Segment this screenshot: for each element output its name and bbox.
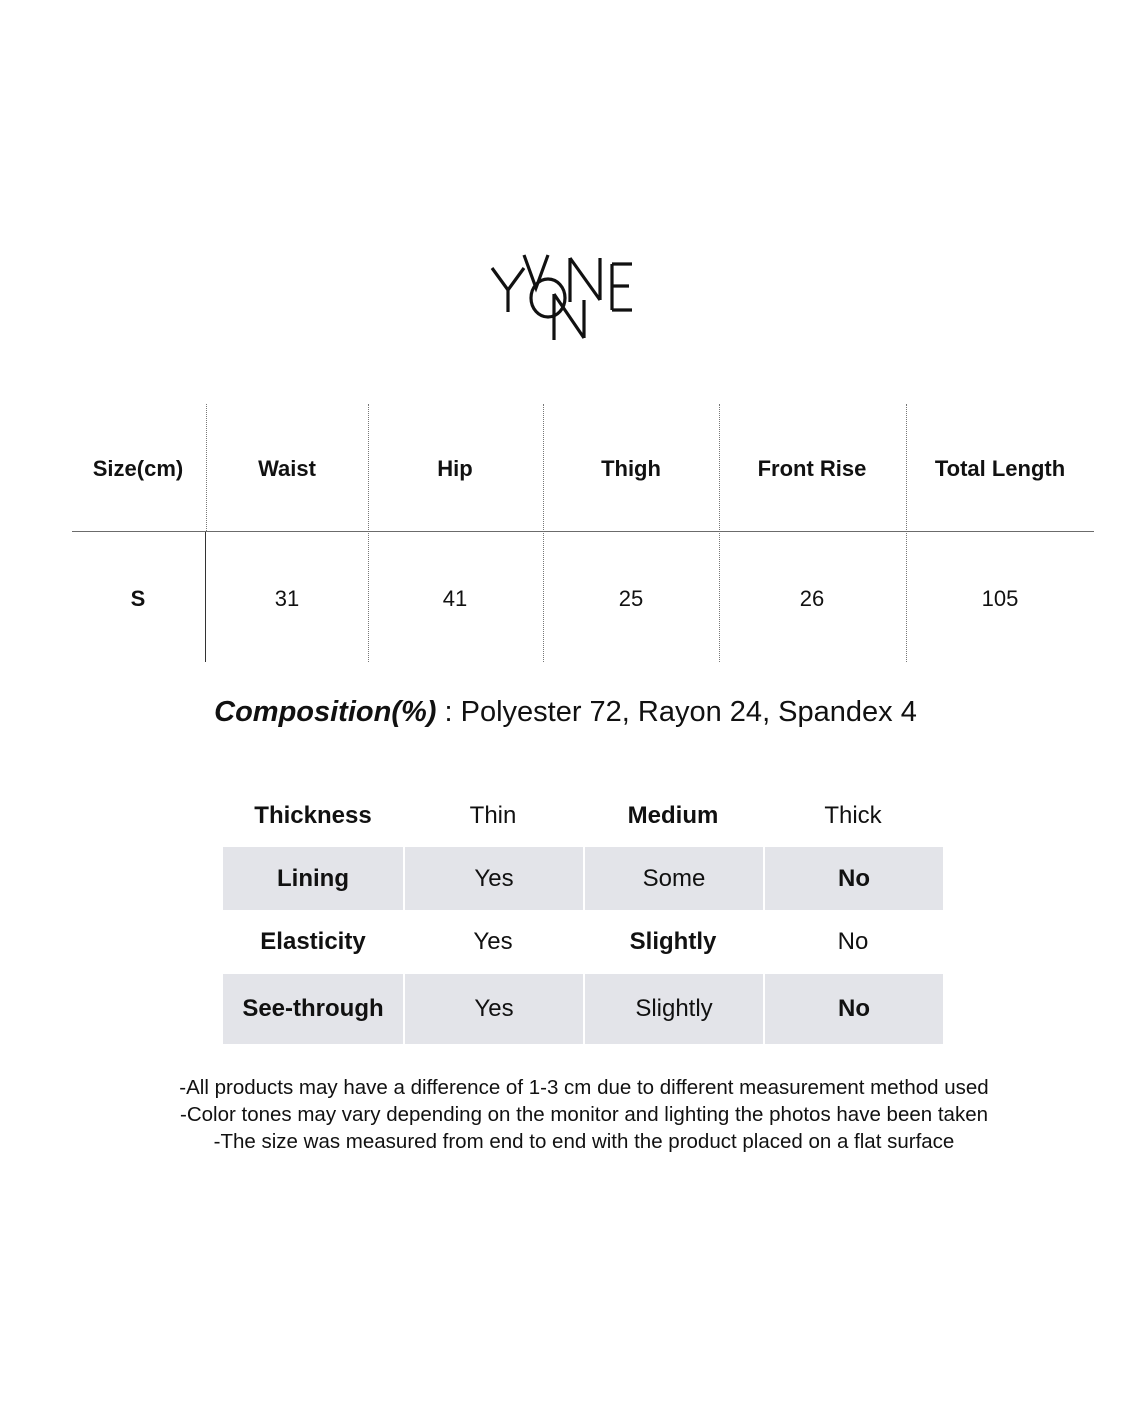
- spec-option: Yes: [473, 928, 513, 955]
- column-divider: [368, 404, 369, 662]
- spec-option-selected: Medium: [627, 802, 719, 829]
- header-divider: [72, 531, 1094, 532]
- column-divider: [205, 532, 206, 662]
- spec-row-lining: [223, 847, 943, 910]
- composition-label: Composition(%): [214, 696, 437, 728]
- column-header: Waist: [258, 456, 316, 481]
- spec-option: Some: [583, 847, 763, 910]
- column-header: Size(cm): [92, 456, 184, 481]
- spec-option: No: [837, 928, 869, 955]
- composition-line: [0, 696, 1131, 729]
- column-divider: [906, 404, 907, 662]
- composition-value: Polyester 72, Rayon 24, Spandex 4: [460, 696, 917, 728]
- spec-label: Lining: [223, 847, 403, 910]
- spec-option-selected: Slightly: [629, 928, 717, 955]
- column-header: Hip: [437, 456, 473, 481]
- spec-option: Slightly: [583, 974, 763, 1044]
- spec-option: Thin: [469, 802, 517, 829]
- table-cell: 25: [618, 586, 644, 611]
- table-cell: 105: [981, 586, 1019, 611]
- spec-option: Yes: [403, 974, 583, 1044]
- column-header: Total Length: [934, 456, 1066, 481]
- spec-option: Yes: [403, 847, 583, 910]
- spec-row-thickness: [223, 785, 943, 847]
- column-header: Thigh: [601, 456, 661, 481]
- column-header: Front Rise: [757, 456, 867, 481]
- column-divider: [719, 404, 720, 662]
- disclaimer-notes: [0, 1074, 1131, 1155]
- table-cell: 31: [274, 586, 300, 611]
- note-line: -All products may have a difference of 1-3 cm due to different measurement method used: [179, 1076, 989, 1099]
- size-table: [72, 404, 1094, 662]
- composition-separator: :: [436, 696, 461, 728]
- table-cell: S: [130, 586, 146, 611]
- table-cell: 41: [442, 586, 468, 611]
- table-cell: 26: [799, 586, 825, 611]
- spec-option-selected: No: [763, 847, 943, 910]
- spec-label: Thickness: [254, 802, 372, 829]
- spec-row-elasticity: [223, 910, 943, 974]
- yvonne-logo-icon: [488, 250, 638, 345]
- spec-option: Thick: [824, 802, 882, 829]
- spec-row-see-through: [223, 974, 943, 1044]
- note-line: -Color tones may vary depending on the monitor and lighting the photos have been taken: [180, 1103, 988, 1126]
- note-line: -The size was measured from end to end with the product placed on a flat surface: [213, 1130, 955, 1153]
- fabric-spec-table: [223, 785, 943, 1044]
- spec-label: See-through: [223, 974, 403, 1044]
- column-divider: [543, 404, 544, 662]
- column-divider: [206, 404, 207, 531]
- spec-option-selected: No: [763, 974, 943, 1044]
- spec-label: Elasticity: [260, 928, 366, 955]
